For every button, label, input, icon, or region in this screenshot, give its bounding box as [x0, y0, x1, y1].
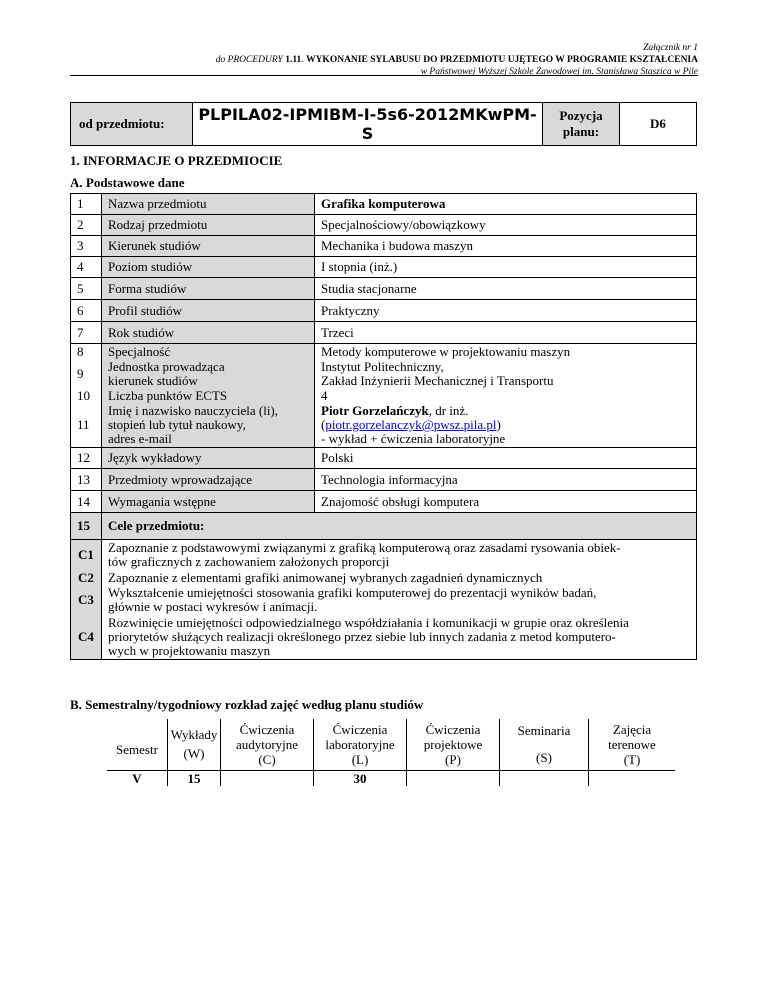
table-row: 14 Wymagania wstępne Znajomość obsługi komputera [71, 491, 697, 513]
school-name: w Państwowej Wyższej Szkole Zawodowej im. Stanisława Staszica w Pile [420, 67, 698, 77]
table-row: 5 Forma studiów Studia stacjonarne [71, 278, 697, 300]
table-row: 8 Specjalność Metody komputerowe w projektowaniu maszyn [71, 344, 697, 360]
goal-row: C1 Zapoznanie z podstawowymi związanymi z grafiką komputerową oraz zasadami rysowania obiek- tów graficznych z zachowaniem założonych proporcji [71, 540, 697, 570]
basic-data-table [70, 193, 697, 660]
plan-position-value: D6 [620, 103, 697, 146]
teacher-info: Piotr Gorzelańczyk, dr inż. (piotr.gorzelanczyk@pwsz.pila.pl) - wykład + ćwiczenia laboratoryjne [315, 404, 697, 448]
course-code: PLPILA02-IPMIBM-I-5s6-2012MKwPM-S [193, 103, 543, 146]
section-a-title: A. Podstawowe dane [70, 175, 185, 190]
table-row: 13 Przedmioty wprowadzające Technologia informacyjna [71, 469, 697, 491]
table-row: 10 Liczba punktów ECTS 4 [71, 388, 697, 404]
teacher-email-link[interactable]: piotr.gorzelanczyk@pwsz.pila.pl [325, 417, 497, 433]
plan-position-label: Pozycja planu: [543, 103, 620, 146]
goals-title: Cele przedmiotu: [102, 513, 697, 540]
section-1-title: 1. INFORMACJE O PRZEDMIOCIE [70, 153, 283, 168]
teacher-name: Piotr Gorzelańczyk [321, 403, 429, 419]
course-code-label: od przedmiotu: [71, 103, 193, 146]
course-name: Grafika komputerowa [315, 194, 697, 215]
course-code-table [70, 102, 697, 146]
schedule-row: V 15 30 [107, 770, 675, 786]
procedure-line: do PROCEDURY 1.11. WYKONANIE SYLABUSU DO PRZEDMIOTU UJĘTEGO W PROGRAMIE KSZTAŁCENIA [215, 55, 698, 65]
table-row: 11 Imię i nazwisko nauczyciela (li), stopień lub tytuł naukowy, adres e-mail Piotr Gorzelańczyk, dr inż. (piotr.gorzelanczyk@pwsz.pila.pl) - wykład + ćwiczenia laboratoryjne [71, 404, 697, 448]
header-divider [70, 75, 698, 76]
section-b-title: B. Semestralny/tygodniowy rozkład zajęć według planu studiów [70, 697, 424, 712]
goals-header-row: 15 Cele przedmiotu: [71, 513, 697, 540]
goal-row: C3 Wykształcenie umiejętności stosowania grafiki komputerowej do prezentacji wyników badań, głównie w postaci wykresów i animacji. [71, 586, 697, 615]
table-row: 1 Nazwa przedmiotu Grafika komputerowa [71, 194, 697, 215]
table-row: 9 Jednostka prowadząca kierunek studiów Instytut Politechniczny, Zakład Inżynierii Mechanicznej i Transportu [71, 360, 697, 388]
schedule-header-row: Semestr Wykłady (W) Ćwiczenia audytoryjne (C) Ćwiczenia laboratoryjne (L) Ćwiczenia projektowe (P) Seminaria (S) Zajęcia terenowe (T) [107, 719, 675, 770]
table-row: 3 Kierunek studiów Mechanika i budowa maszyn [71, 236, 697, 257]
goal-row: C4 Rozwinięcie umiejętności odpowiedzialnego współdziałania i komunikacji w grupie oraz określenia priorytetów służących realizacji określonego przez siebie lub innych zadania z metod komputero- wych w projektowaniu maszyn [71, 615, 697, 660]
schedule-table [107, 719, 675, 786]
table-row: 4 Poziom studiów I stopnia (inż.) [71, 257, 697, 278]
attachment-number: Załącznik nr 1 [643, 43, 698, 53]
table-row: 2 Rodzaj przedmiotu Specjalnościowy/obowiązkowy [71, 215, 697, 236]
table-row: 7 Rok studiów Trzeci [71, 322, 697, 344]
attachment-header [216, 42, 698, 78]
table-row: 12 Język wykładowy Polski [71, 448, 697, 469]
table-row: 6 Profil studiów Praktyczny [71, 300, 697, 322]
goal-row: C2 Zapoznanie z elementami grafiki animowanej wybranych zagadnień dynamicznych [71, 570, 697, 586]
